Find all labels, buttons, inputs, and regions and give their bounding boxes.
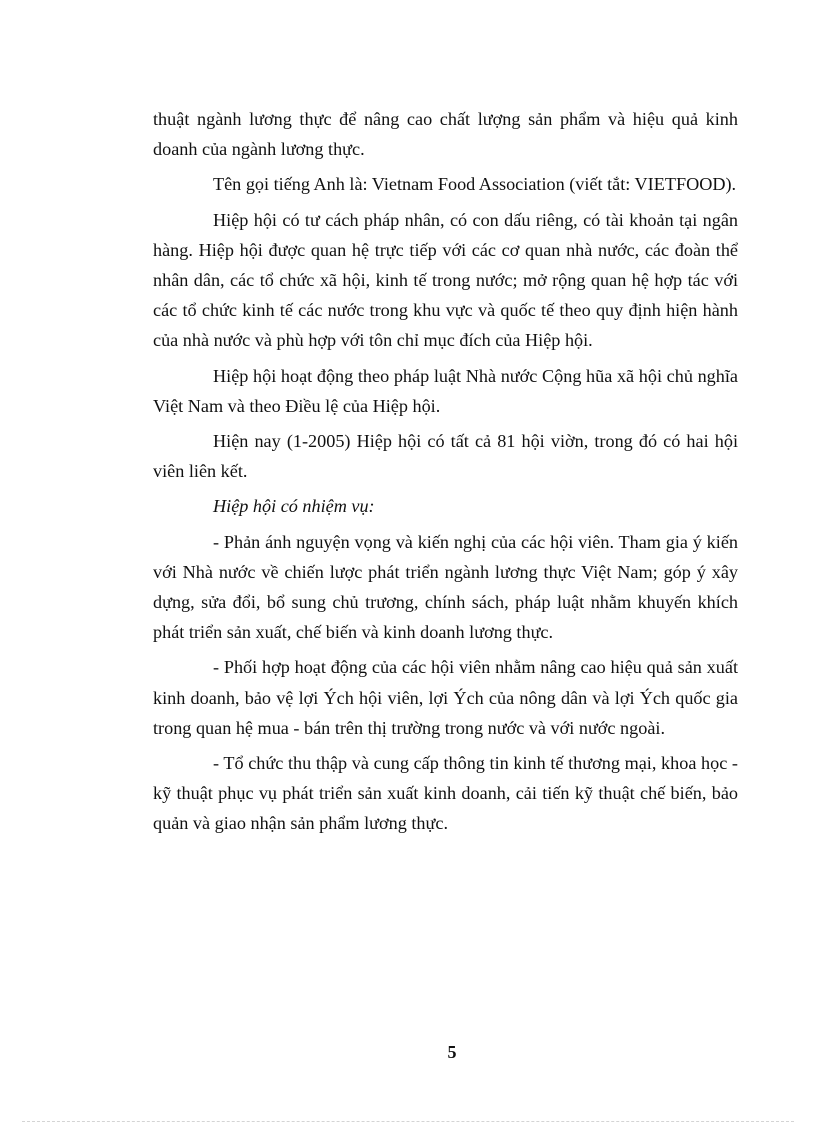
paragraph-legal-basis: Hiệp hội hoạt động theo pháp luật Nhà nước Cộng hũa xã hội chủ nghĩa Việt Nam và theo Điều lệ của Hiệp hội.	[153, 365, 738, 416]
duties-heading: Hiệp hội có nhiệm vụ:	[213, 496, 375, 517]
duty-item-3: - Tổ chức thu thập và cung cấp thông tin kinh tế thương mại, khoa học - kỹ thuật phục vụ phát triển sản xuất kinh doanh, cải tiến kỹ thuật chế biến, bảo quản và giao nhận sản phẩm lương thực.	[153, 753, 738, 834]
paragraph-membership: Hiện nay (1-2005) Hiệp hội có tất cả 81 hội viờn, trong đó có hai hội viên liên kết.	[153, 431, 738, 482]
duty-item-1: - Phản ánh nguyện vọng và kiến nghị của các hội viên. Tham gia ý kiến với Nhà nước về chiến lược phát triển ngành lương thực Việt Nam; góp ý xây dựng, sửa đổi, bổ sung chủ trương, chính sách, pháp luật nhằm khuyến khích phát triển sản xuất, chế biến và kinh doanh lương thực.	[153, 531, 738, 643]
paragraph-continuation: thuật ngành lương thực để nâng cao chất lượng sản phẩm và hiệu quả kinh doanh của ngành lương thực.	[153, 109, 738, 160]
paragraph-legal-status: Hiệp hội có tư cách pháp nhân, có con dấu riêng, có tài khoản tại ngân hàng. Hiệp hội được quan hệ trực tiếp với các cơ quan nhà nước, các đoàn thể nhân dân, các tổ chức xã hội, kinh tế trong nước; mở rộng quan hệ hợp tác với các tổ chức kinh tế các nước trong khu vực và quốc tế theo quy định hiện hành của nhà nước và phù hợp với tôn chỉ mục đích của Hiệp hội.	[153, 209, 738, 351]
duty-item-2: - Phối hợp hoạt động của các hội viên nhằm nâng cao hiệu quả sản xuất kinh doanh, bảo vệ lợi Ých hội viên, lợi Ých của nông dân và lợi Ých quốc gia trong quan hệ mua - bán trên thị trường trong nước và với nước ngoài.	[153, 657, 738, 738]
body-text	[153, 104, 738, 844]
page-bottom-divider	[22, 1121, 794, 1122]
page-number: 5	[447, 1042, 457, 1062]
paragraph-english-name: Tên gọi tiếng Anh là: Vietnam Food Association (viết tắt: VIETFOOD).	[213, 174, 737, 195]
